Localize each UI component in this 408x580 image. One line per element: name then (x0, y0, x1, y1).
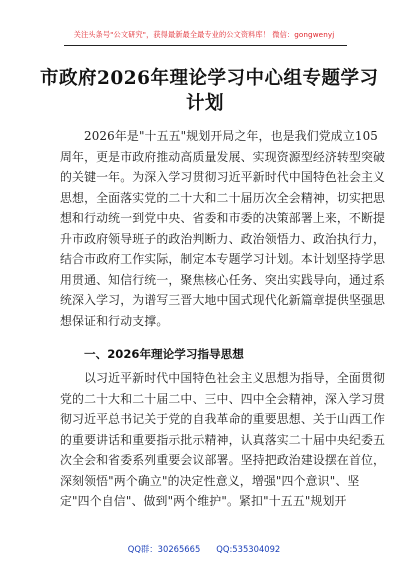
paragraph-line: 的重要讲话和重要指示批示精神，认真落实二十届中央纪委五 (60, 432, 386, 447)
footer-qq: QQ:535304092 (216, 544, 281, 554)
paragraph-line: 以习近平新时代中国特色社会主义思想为指导，全面贯彻 (84, 371, 386, 385)
document-title (40, 66, 379, 116)
paragraph-line: 党的二十大和二十届二中、三中、四中全会精神，深入学习贯 (60, 391, 386, 406)
paragraph-line: 思想，全面落实党的二十大和二十届历次全会精神，切实把思 (60, 190, 386, 205)
paragraph-line: 用贯通、知信行统一，聚焦核心任务、突出实践导向，通过系 (60, 272, 386, 287)
paragraph-line: 的关键一年。为深入学习贯彻习近平新时代中国特色社会主义 (60, 170, 386, 184)
section-paragraph (60, 368, 386, 512)
paragraph-line: 升市政府领导班子的政治判断力、政治领悟力、政治执行力， (60, 231, 386, 246)
footer (0, 543, 408, 555)
intro-paragraph (60, 126, 386, 331)
paragraph-line: 结合市政府工作实际，制定本专题学习计划。本计划坚持学思 (60, 252, 386, 266)
header-divider (64, 45, 347, 46)
paragraph-line: 彻习近平总书记关于党的自我革命的重要思想、关于山西工作 (60, 412, 386, 426)
paragraph-line: 想保证和行动支撑。 (60, 313, 169, 328)
title-line-1: 市政府2026年理论学习中心组专题学习 (40, 68, 379, 89)
paragraph-line: 统深入学习，为谱写三晋大地中国式现代化新篇章提供坚强思 (60, 293, 386, 307)
paragraph-line: 定"四个自信"、做到"两个维护"。紧扣"十五五"规划开 (60, 494, 347, 508)
title-line-2: 计划 (185, 93, 224, 114)
footer-qq-group: QQ群：30265665 (127, 544, 201, 554)
header-banner: 关注头条号"公文研究"，获得最新最全最专业的公文资料库！ 微信：gongwenyj (73, 30, 335, 39)
paragraph-line: 2026年是"十五五"规划开局之年，也是我们党成立105 (84, 129, 379, 143)
paragraph-line: 次全会和省委系列重要会议部署。坚持把政治建设摆在首位， (60, 453, 386, 467)
section-heading: 一、2026年理论学习指导思想 (84, 347, 244, 361)
paragraph-line: 深刻领悟"两个确立"的决定性意义，增强"四个意识"、坚 (60, 473, 360, 488)
paragraph-line: 想和行动统一到党中央、省委和市委的决策部署上来，不断提 (60, 211, 386, 225)
paragraph-line: 周年，更是市政府推动高质量发展、实现资源型经济转型突破 (60, 149, 386, 164)
